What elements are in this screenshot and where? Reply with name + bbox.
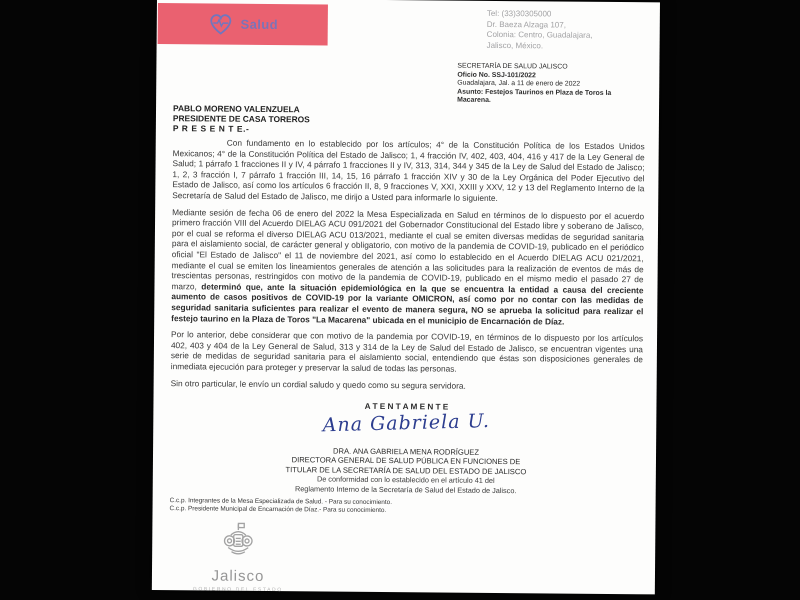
- signatory-name: DRA. ANA GABRIELA MENA RODRÍGUEZ: [332, 446, 480, 457]
- oficio-number: Oficio No. SSJ-101/2022: [457, 71, 536, 79]
- contact-line: Tel: (33)30305000: [486, 8, 552, 19]
- jalisco-logo-sublabel: GOBIERNO DEL ESTADO: [192, 586, 283, 594]
- signatory-legal-note: De conformidad con lo establecido en el artículo 41 del: [316, 474, 495, 486]
- contact-line: Dr. Baeza Alzaga 107,: [486, 19, 566, 30]
- addressee-salutation: P R E S E N T E.-: [172, 122, 250, 134]
- resolution-regular-text: Mediante sesión de fecha 06 de enero del 2022 la Mesa Especializada en Salud en términos de lo dispuesto por el acuerdo primero fracción VIII del Acuerdo DIELAG ACU 091/2021 del Gobernador Constitucional del Estado libre y soberano de Jalisco, por el cual se reforma el diverso DIELAG ACU 013/2021, mediante el cual se emiten diversas medidas de seguridad sanitaria para el aislamiento social, de carácter general y obligatorio, con motivo de la pandemia de COVID-19, publicado en el periódico oficial "El Estado de Jalisco" el 11 de noviembre del 2021, así como lo establecido en el Acuerdo DIELAG ACU 021/2021, mediante el cual se emiten los lineamientos generales de atención a las solicitudes para la realización de eventos de más de trescientas personas, restringidos con motivo de la pandemia de COVID-19, publicado en el mismo medio el pasado 27 de marzo,: [171, 206, 645, 292]
- ccp-block: [170, 497, 393, 515]
- signature-script: Ana Gabriela U.: [322, 410, 491, 437]
- signatory-block: [170, 445, 642, 496]
- signatory-role: DIRECTORA GENERAL DE SALUD PÚBLICA EN FUNCIONES DE: [291, 455, 521, 467]
- resolution-bold-text: determinó que, ante la situación epidemiológica en la que se encuentra la entidad a causa del creciente aumento de casos positivos de COVID-19 por la variante OMICRON, así como por no contar con las medidas de seguridad sanitaria suficientes para realizar el evento de manera segura, NO se aprueba la solicitud para realizar el festejo taurino en la Plaza de Toros "La Macarena" ubicada en el municipio de Encarnación de Díaz.: [171, 281, 644, 327]
- paragraph-resolution: [171, 207, 644, 328]
- ccp-line: C.c.p. Integrantes de la Mesa Especializada de Salud. - Para su conocimiento.: [169, 497, 393, 507]
- ccp-line: C.c.p. Presidente Municipal de Encarnación de Díaz.- Para su conocimiento.: [169, 505, 387, 515]
- salud-heart-icon: [207, 12, 233, 36]
- contact-line: Jalisco, México.: [486, 40, 544, 51]
- valediction-heading: A T E N T A M E N T E: [364, 401, 449, 412]
- jalisco-crest-icon: [221, 522, 255, 562]
- subject-line: Asunto: Festejos Taurinos en Plaza de Toros la: [457, 88, 612, 97]
- date-line: Guadalajara, Jal. a 11 de enero de 2022: [457, 79, 581, 88]
- paragraph-legal-basis: Con fundamento en lo establecido por los artículos; 4° de la Constitución Política de los Estados Unidos Mexicanos; 4° de la Constitución Política del Estado de Jalisco; 1, 4 fracción IV, 402, 403, 404, 416 y 417 de la Ley General de Salud; 1 párrafo 1 fracciones II y IV, 4 párrafo 1 fracciones II y IV, 313, 314, 344 y 345 de la Ley de Salud del Estado de Jalisco; 1, 2, 3 fracción I, 7 párrafo 1 fracción III, 14, 15, 16 párrafo 1 fracción XIV y 30 de la Ley Orgánica del Poder Ejecutivo del Estado de Jalisco, así como los artículos 6 fracción II, 8, 9 fracciones V, XXI, XXIII y XXV, 12 y 13 del Reglamento Interno de la Secretaría de Salud del Estado de Jalisco, me dirijo a Usted para informarle lo siguiente.: [172, 137, 645, 203]
- reference-block: [457, 63, 649, 108]
- paragraph-measures: Por lo anterior, debe considerar que con motivo de la pandemia por COVID-19, en términos de lo dispuesto por los artículos 402, 403 y 404 de la Ley General de Salud, 313 y 314 de la Ley de Salud del Estado de Jalisco, se encuentran vigentes una serie de medidas de seguridad sanitaria para el aislamiento social, entendiendo que éstas son disposiciones generales de inmediata ejecución para proteger y preservar la salud de todas las personas.: [170, 329, 644, 374]
- jalisco-logo-label: Jalisco: [211, 567, 265, 585]
- signatory-role: TITULAR DE LA SECRETARÍA DE SALUD DEL ESTADO DE JALISCO: [285, 464, 527, 477]
- contact-line: Colonia: Centro, Guadalajara,: [486, 30, 593, 40]
- subject-line: Macarena.: [457, 96, 491, 105]
- jalisco-logo: [188, 521, 289, 593]
- salud-header-banner: [158, 3, 328, 45]
- signatory-legal-note: Reglamento Interno de la Secretaría de Salud del Estado de Jalisco.: [294, 483, 517, 495]
- addressee-title: PRESIDENTE DE CASA TOREROS: [172, 112, 310, 125]
- contact-info: [487, 9, 593, 52]
- closing-line: Sin otro particular, le envío un cordial saludo y quedo como su segura servidora.: [170, 378, 466, 392]
- document-page: [152, 0, 660, 594]
- addressee-block: [173, 104, 310, 135]
- department-name: SECRETARÍA DE SALUD JALISCO: [457, 62, 568, 71]
- addressee-name: PABLO MORENO VALENZUELA: [172, 103, 300, 115]
- letter-body: [171, 137, 645, 399]
- salud-logo-label: Salud: [240, 16, 279, 33]
